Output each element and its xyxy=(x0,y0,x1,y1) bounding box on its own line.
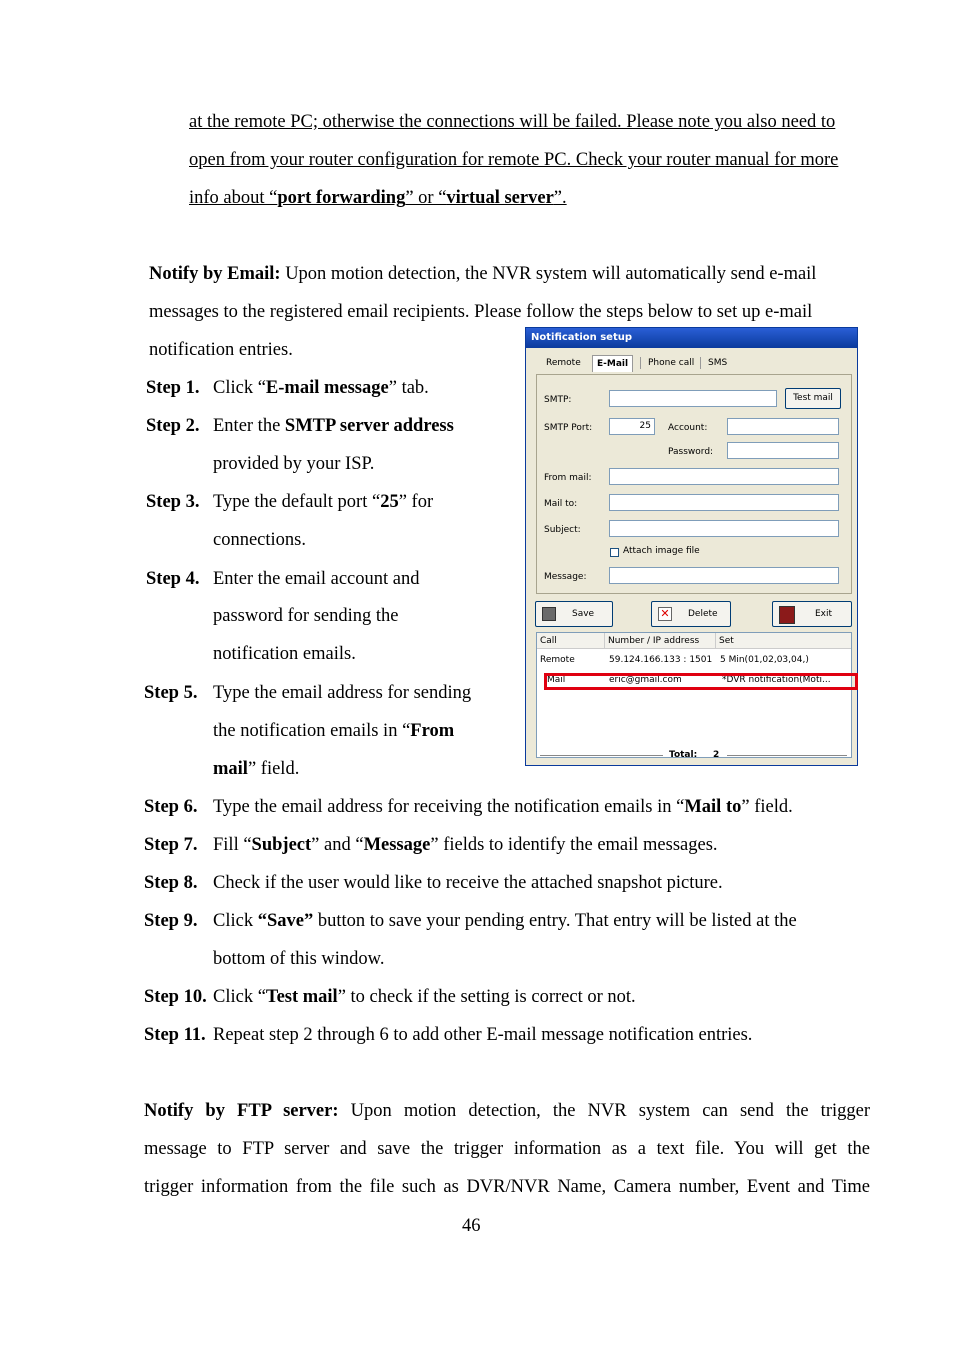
list-header-call[interactable]: Call xyxy=(537,633,605,649)
row-remote-number[interactable]: 59.124.166.133 : 1501 xyxy=(609,655,713,665)
intro-text: ” or “ xyxy=(405,188,447,208)
email-heading: Notify by Email: xyxy=(149,264,281,284)
step-text: ” fields to identify the email messages. xyxy=(430,835,718,855)
email-paragraph-line-1 xyxy=(149,263,816,285)
delete-button[interactable] xyxy=(651,601,731,627)
step-9-text xyxy=(213,910,797,932)
exit-icon xyxy=(779,606,795,624)
step-4-label: Step 4. xyxy=(146,569,200,589)
message-label: Message: xyxy=(544,572,587,582)
ftp-paragraph-line-3: trigger information from the file such as DVR/NVR Name, Camera number, Event and Time xyxy=(144,1177,870,1197)
subject-input[interactable] xyxy=(609,520,839,537)
step-5-text-cont xyxy=(213,720,454,742)
row-mail-call[interactable]: Mail xyxy=(547,675,566,685)
intro-line-3 xyxy=(189,187,567,209)
step-8-text: Check if the user would like to receive the attached snapshot picture. xyxy=(213,873,723,893)
step-8-label: Step 8. xyxy=(144,873,198,893)
row-mail-number[interactable]: eric@gmail.com xyxy=(609,675,682,685)
step-text: Click “ xyxy=(213,378,266,398)
email-paragraph-line-3: notification entries. xyxy=(149,340,293,360)
step-text: Click “ xyxy=(213,987,266,1007)
tab-separator xyxy=(700,357,701,369)
step-text: ” to check if the setting is correct or not. xyxy=(337,987,636,1007)
attach-image-checkbox[interactable] xyxy=(610,548,619,557)
step-bold: mail xyxy=(213,759,248,779)
step-bold: SMTP server address xyxy=(284,416,454,436)
step-bold: Test mail xyxy=(265,987,338,1007)
intro-text: info about “ xyxy=(189,188,278,208)
step-7-label: Step 7. xyxy=(144,835,198,855)
exit-button-label: Exit xyxy=(815,609,833,619)
step-3-text xyxy=(213,491,433,513)
account-input[interactable] xyxy=(727,418,839,435)
step-bold: From xyxy=(410,721,455,741)
total-value: 2 xyxy=(713,750,720,760)
ftp-heading: Notify by FTP server: xyxy=(144,1101,339,1121)
intro-text: ”. xyxy=(553,188,567,208)
intro-line-2: open from your router configuration for remote PC. Check your router manual for more xyxy=(189,150,839,170)
step-10-label: Step 10. xyxy=(144,987,207,1007)
step-5-text-cont xyxy=(213,758,299,780)
message-input[interactable] xyxy=(609,567,839,584)
highlight-box xyxy=(544,673,858,690)
smtp-port-label: SMTP Port: xyxy=(544,423,593,433)
list-header-set[interactable]: Set xyxy=(716,633,851,649)
step-text: Type the default port “ xyxy=(213,492,381,512)
step-6-label: Step 6. xyxy=(144,797,198,817)
ftp-text: Upon motion detection, the NVR system can send the trigger xyxy=(338,1101,870,1121)
intro-line-1: at the remote PC; otherwise the connections will be failed. Please note you also need to xyxy=(189,112,836,132)
email-paragraph-line-2: messages to the registered email recipients. Please follow the steps below to set up e-mail xyxy=(149,302,813,322)
step-text: Click xyxy=(213,911,258,931)
step-bold: Mail to xyxy=(684,797,742,817)
row-remote-set[interactable]: 5 Min(01,02,03,04,) xyxy=(720,655,809,665)
exit-button[interactable] xyxy=(772,601,852,627)
save-button[interactable] xyxy=(535,601,613,627)
step-text: ” tab. xyxy=(388,378,429,398)
delete-button-label: Delete xyxy=(688,609,718,619)
step-1-text xyxy=(213,377,429,399)
email-settings-group xyxy=(536,374,852,594)
step-text: ” field. xyxy=(741,797,793,817)
step-9-text-cont: bottom of this window. xyxy=(213,949,385,969)
email-text: Upon motion detection, the NVR system will automatically send e-mail xyxy=(280,264,817,284)
notification-setup-dialog xyxy=(525,327,858,766)
step-9-label: Step 9. xyxy=(144,911,198,931)
step-3-label: Step 3. xyxy=(146,492,200,512)
step-bold: 25 xyxy=(380,492,399,512)
step-bold: Message xyxy=(363,835,431,855)
step-2-label: Step 2. xyxy=(146,416,200,436)
step-text: Enter the xyxy=(213,416,285,436)
test-mail-button[interactable]: Test mail xyxy=(785,388,841,409)
step-10-text xyxy=(213,986,636,1008)
list-header-number[interactable]: Number / IP address xyxy=(605,633,716,649)
step-5-text: Type the email address for sending xyxy=(213,683,472,703)
step-7-text xyxy=(213,834,718,856)
tab-sms[interactable]: SMS xyxy=(708,358,728,368)
tab-remote[interactable]: Remote xyxy=(546,358,581,368)
port-forwarding-term: port forwarding xyxy=(277,188,406,208)
save-button-label: Save xyxy=(572,609,595,619)
step-4-text: Enter the email account and xyxy=(213,569,420,589)
step-text: Type the email address for receiving the notification emails in “ xyxy=(213,797,685,817)
delete-icon: ✕ xyxy=(658,607,672,621)
row-mail-set[interactable]: *DVR notification(Moti... xyxy=(722,675,831,685)
total-divider xyxy=(727,755,847,756)
step-text: button to save your pending entry. That entry will be listed at the xyxy=(313,911,797,931)
account-label: Account: xyxy=(668,423,708,433)
page-number: 46 xyxy=(462,1216,481,1236)
subject-label: Subject: xyxy=(544,525,581,535)
step-text: ” for xyxy=(398,492,434,512)
step-5-label: Step 5. xyxy=(144,683,198,703)
step-text: ” field. xyxy=(247,759,300,779)
step-4-text-cont: password for sending the xyxy=(213,606,399,626)
from-mail-input[interactable] xyxy=(609,468,839,485)
step-bold: “Save” xyxy=(257,911,314,931)
step-text: ” and “ xyxy=(311,835,364,855)
from-mail-label: From mail: xyxy=(544,473,592,483)
step-2-text-cont: provided by your ISP. xyxy=(213,454,375,474)
step-text: Fill “ xyxy=(213,835,252,855)
step-11-text: Repeat step 2 through 6 to add other E-mail message notification entries. xyxy=(213,1025,753,1045)
tab-email[interactable]: E-Mail xyxy=(592,355,633,372)
step-11-label: Step 11. xyxy=(144,1025,206,1045)
step-text: the notification emails in “ xyxy=(213,721,411,741)
virtual-server-term: virtual server xyxy=(446,188,554,208)
tab-phone-call[interactable]: Phone call xyxy=(648,358,695,368)
password-input[interactable] xyxy=(727,442,839,459)
dialog-title: Notification setup xyxy=(526,328,857,348)
smtp-input[interactable] xyxy=(609,390,777,407)
step-bold: Subject xyxy=(251,835,312,855)
step-4-text-cont: notification emails. xyxy=(213,644,356,664)
tab-separator xyxy=(640,357,641,369)
row-remote-call[interactable]: Remote xyxy=(540,655,575,665)
total-divider xyxy=(540,755,663,756)
ftp-paragraph-line-1 xyxy=(144,1100,870,1122)
step-6-text xyxy=(213,796,793,818)
total-label: Total: xyxy=(669,750,698,760)
step-1-label: Step 1. xyxy=(146,378,200,398)
save-icon xyxy=(542,607,556,621)
step-3-text-cont: connections. xyxy=(213,530,306,550)
step-bold: E-mail message xyxy=(265,378,389,398)
attach-image-label: Attach image file xyxy=(623,546,700,556)
ftp-paragraph-line-2: message to FTP server and save the trigger information as a text file. You will get the xyxy=(144,1139,870,1159)
mail-to-input[interactable] xyxy=(609,494,839,511)
password-label: Password: xyxy=(668,447,714,457)
notification-list xyxy=(536,632,852,758)
step-2-text xyxy=(213,415,454,437)
smtp-port-input[interactable]: 25 xyxy=(609,418,655,435)
mail-to-label: Mail to: xyxy=(544,499,578,509)
smtp-label: SMTP: xyxy=(544,395,572,405)
